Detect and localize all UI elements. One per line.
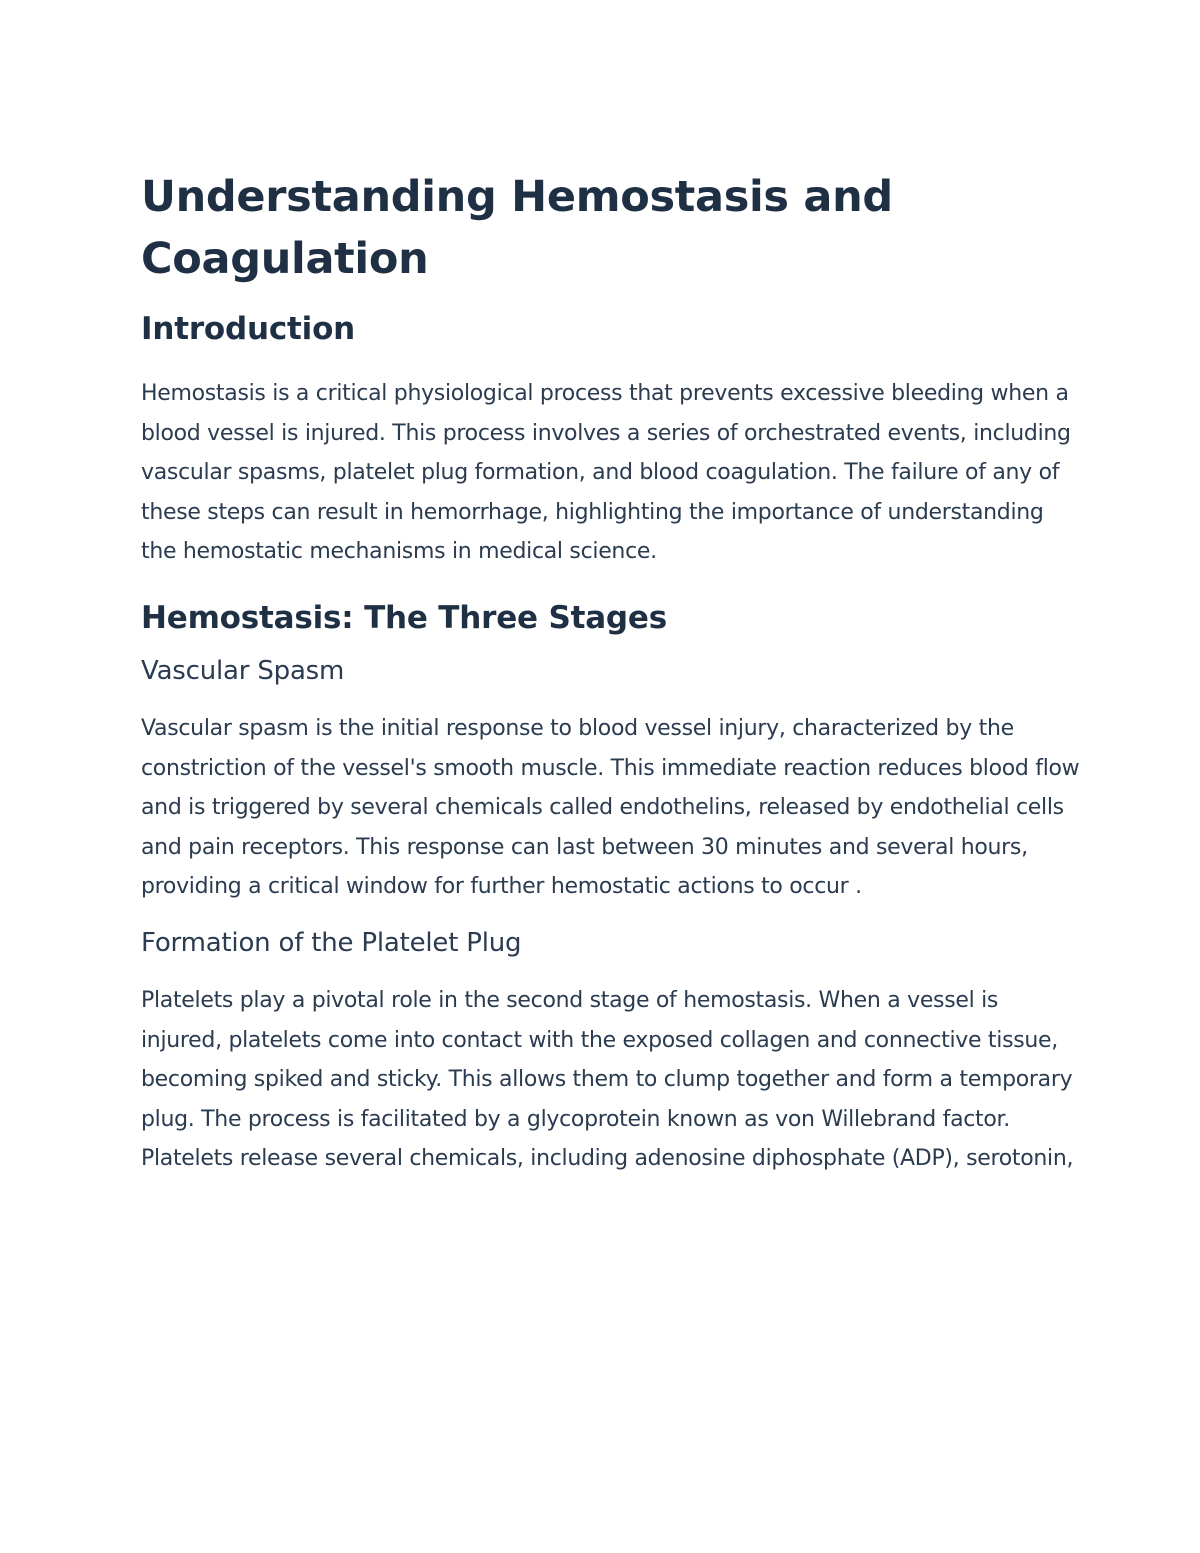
document-title: Understanding Hemostasis and Coagulation xyxy=(141,172,893,284)
vascular-spasm-paragraph: Vascular spasm is the initial response to blood vessel injury, characterized by the constriction of the vessel's smooth muscle. This immediate reaction reduces blood flow and is triggered by several chemicals called endothelins, released by endothelial cells and pain receptors. This response can last between 30 minutes and several hours, providing a critical window for further hemostatic actions to occur . xyxy=(141,715,1080,900)
introduction-paragraph: Hemostasis is a critical physiological process that prevents excessive bleeding when a blood vessel is injured. This process involves a series of orchestrated events, including vascular spasms, platelet plug formation, and blood coagulation. The failure of any of these steps can result in hemorrhage, highlighting the importance of understanding the hemostatic mechanisms in medical science. xyxy=(141,381,1071,565)
vascular-spasm-heading: Vascular Spasm xyxy=(141,655,345,686)
introduction-heading: Introduction xyxy=(141,311,356,347)
document-page xyxy=(141,166,1081,1179)
platelet-plug-paragraph: Platelets play a pivotal role in the second stage of hemostasis. When a vessel is injured, platelets come into contact with the exposed collagen and connective tissue, becoming spiked and sticky. This allows them to clump together and form a temporary plug. The process is facilitated by a glycoprotein known as von Willebrand factor. Platelets release several chemicals, including adenosine diphosphate (ADP), serotonin, xyxy=(141,987,1074,1172)
platelet-plug-heading: Formation of the Platelet Plug xyxy=(141,927,522,958)
stages-heading: Hemostasis: The Three Stages xyxy=(141,599,667,636)
